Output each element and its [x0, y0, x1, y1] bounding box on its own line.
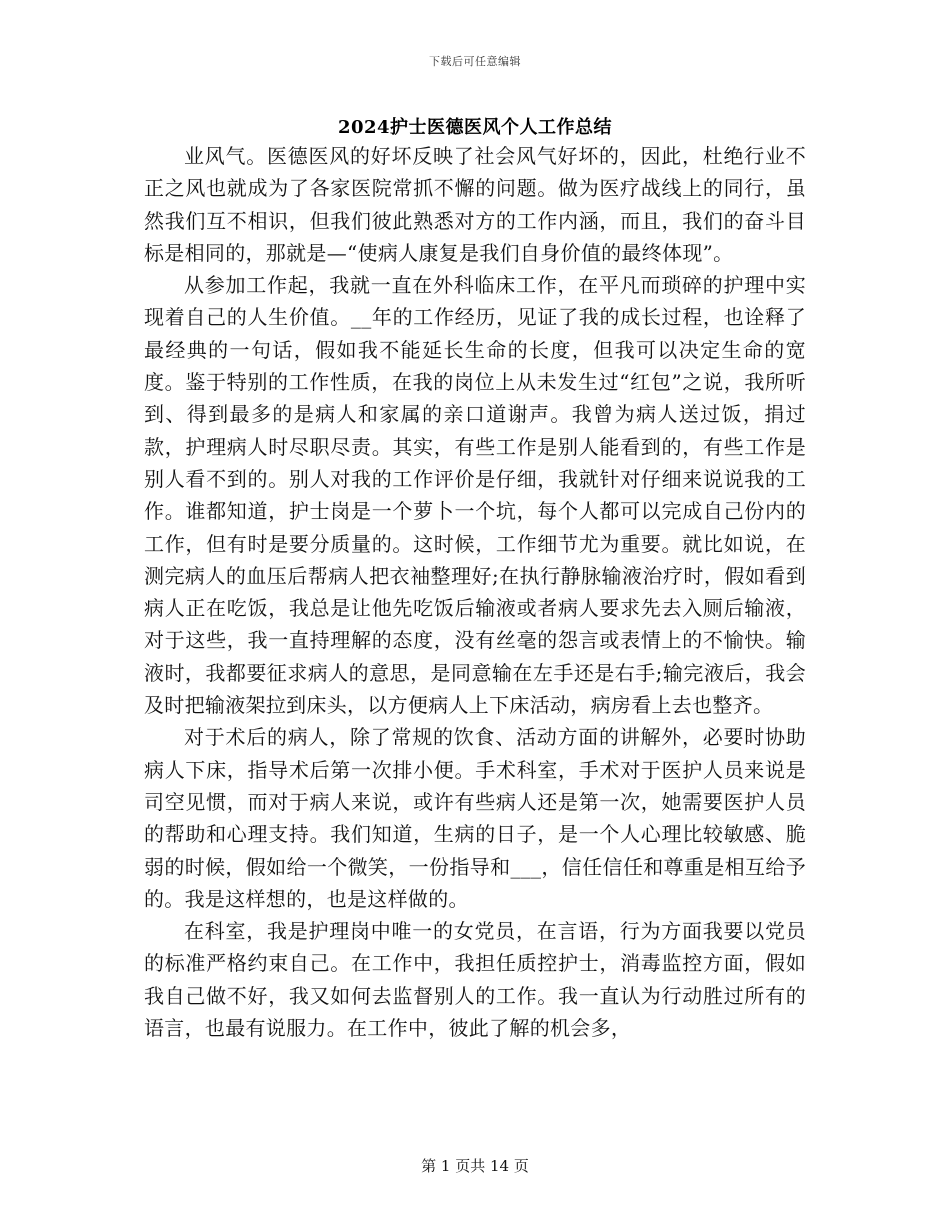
document-body — [144, 140, 806, 1044]
document-title: 2024护士医德医风个人工作总结 — [337, 117, 613, 138]
paragraph: 在科室，我是护理岗中唯一的女党员，在言语，行为方面我要以党员的标准严格约束自己。在工作中，我担任质控护士，消毒监控方面，假如我自己做不好，我又如何去监督别人的工作。我一直认为行动胜过所有的语言，也最有说服力。在工作中，彼此了解的机会多， — [144, 919, 806, 1041]
paragraph: 对于术后的病人，除了常规的饮食、活动方面的讲解外，必要时协助病人下床，指导术后第一次排小便。手术科室，手术对于医护人员来说是司空见惯，而对于病人来说，或许有些病人还是第一次，她需要医护人员的帮助和心理支持。我们知道，生病的日子，是一个人心理比较敏感、脆弱的时候，假如给一个微笑，一份指导和___，信任信任和尊重是相互给予的。我是这样想的，也是这样做的。 — [144, 725, 806, 911]
paragraph: 从参加工作起，我就一直在外科临床工作，在平凡而琐碎的护理中实现着自己的人生价值。__年的工作经历，见证了我的成长过程，也诠释了最经典的一句话，假如我不能延长生命的长度，但我可以决定生命的宽度。鉴于特别的工作性质，在我的岗位上从未发生过“红包”之说，我所听到、得到最多的是病人和家属的亲口道谢声。我曾为病人送过饭，捐过款，护理病人时尽职尽责。其实，有些工作是别人能看到的，有些工作是别人看不到的。别人对我的工作评价是仔细，我就针对仔细来说说我的工作。谁都知道，护士岗是一个萝卜一个坑，每个人都可以完成自己份内的工作，但有时是要分质量的。这时候，工作细节尤为重要。就比如说，在测完病人的血压后帮病人把衣袖整理好;在执行静脉输液治疗时，假如看到病人正在吃饭，我总是让他先吃饭后输液或者病人要求先去入厕后输液，对于这些，我一直持理解的态度，没有丝毫的怨言或表情上的不愉快。输液时，我都要征求病人的意思，是同意输在左手还是右手;输完液后，我会及时把输液架拉到床头，以方便病人上下床活动，病房看上去也整齐。 — [144, 273, 806, 718]
paragraph: 业风气。医德医风的好坏反映了社会风气好坏的，因此，杜绝行业不正之风也就成为了各家医院常抓不懈的问题。做为医疗战线上的同行，虽然我们互不相识，但我们彼此熟悉对方的工作内涵，而且，我们的奋斗目标是相同的，那就是—“使病人康复是我们自身价值的最终体现”。 — [144, 144, 806, 265]
header-note: 下载后可任意编辑 — [429, 55, 521, 68]
page-number: 第 1 页共 14 页 — [421, 1157, 529, 1175]
